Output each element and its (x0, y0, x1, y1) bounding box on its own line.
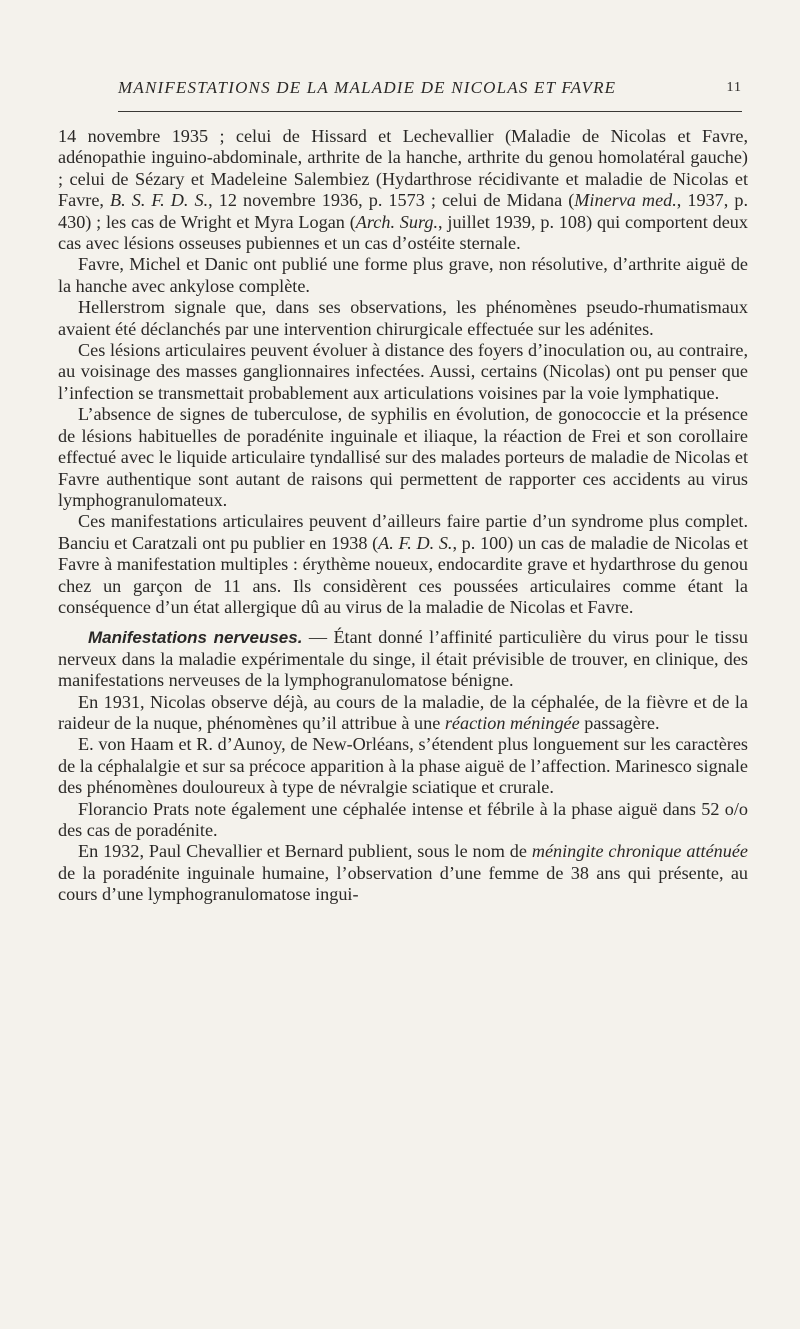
paragraph-1-text-d: , juillet 1939, p. 108) qui comportent deux cas avec lésions osseuses pubiennes et un cas d’ostéite sternale. (58, 211, 748, 254)
paragraph-6-text-b: , p. 100) un cas de maladie de Nicolas et Favre à manifestation multiples : érythème noueux, endocardite grave et hydarthrose du genou chez un garçon de 11 ans. Ils considèrent ces poussées articulaires comme étant la conséquence d’un état allergique dû au virus de la maladie de Nicolas et Favre. (58, 532, 748, 617)
paragraph-5: L’absence de signes de tuberculose, de syphilis en évolution, de gonococcie et la présence de lésions habituelles de poradénite inguinale et iliaque, la réaction de Frei et son corollaire effectué avec le liquide articulaire tyndallisé sur des malades porteurs de maladie de Nicolas et Favre authentique sont autant de raisons qui permettent de rapporter ces accidents au virus lymphogranulomateux. (58, 404, 748, 510)
running-title: MANIFESTATIONS DE LA MALADIE DE NICOLAS ET FAVRE (118, 78, 617, 97)
page-number: 11 (726, 80, 742, 95)
term-meningite-chronique: méningite chronique atténuée (531, 841, 748, 862)
paragraph-9: E. von Haam et R. d’Aunoy, de New-Orléans, s’étendent plus longuement sur les caractères de la céphalalgie et sur sa précoce apparition à la phase aiguë de l’affection. Marinesco signale des phénomènes douloureux à type de névralgie sciatique et crurale. (58, 734, 748, 798)
paragraph-3: Hellerstrom signale que, dans ses observations, les phénomènes pseudo-rhumatismaux avaient été déclanchés par une intervention chirurgicale effectuée sur les adénites. (58, 297, 748, 339)
citation-minerva: Minerva med. (574, 190, 677, 211)
paragraph-6 (58, 511, 748, 618)
citation-afds: A. F. D. S. (378, 532, 453, 553)
paragraph-1-text-b: , 12 novembre 1936, p. 1573 ; celui de Midana ( (208, 190, 575, 211)
paragraph-11 (58, 841, 748, 905)
running-head (118, 78, 742, 104)
paragraph-4: Ces lésions articulaires peuvent évoluer à distance des foyers d’inoculation ou, au contraire, au voisinage des masses ganglionnaires infectées. Aussi, certains (Nicolas) ont pu penser que l’infection se transmettait probablement aux articulations voisines par la voie lymphatique. (58, 340, 748, 403)
paragraph-11-text-a: En 1932, Paul Chevallier et Bernard publient, sous le nom de (78, 841, 532, 862)
paragraph-11-text-b: de la poradénite inguinale humaine, l’observation d’une femme de 38 ans qui présente, au cours d’une lymphogranulomatose ingui- (58, 862, 748, 905)
header-rule (118, 111, 742, 112)
paragraph-1-text-c: , 1937, p. 430) ; les cas de Wright et Myra Logan ( (58, 190, 748, 232)
term-reaction-meningee: réaction méningée (444, 712, 580, 733)
citation-bsfds: B. S. F. D. S. (110, 190, 209, 211)
section-heading: Manifestations nerveuses. (88, 628, 303, 648)
body-text (58, 126, 748, 906)
paragraph-1-text-a: 14 novembre 1935 ; celui de Hissard et Lechevallier (Maladie de Nicolas et Favre, adénopathie inguino-abdominale, arthrite de la hanche, arthrite du genou homolatéral gauche) ; celui de Sézary et Madeleine Salembiez (Hydarthrose récidivante et maladie de Nicolas et Favre, (58, 126, 748, 211)
paragraph-8-text-a: En 1931, Nicolas observe déjà, au cours de la maladie, de la céphalée, de la fièvre et de la raideur de la nuque, phénomènes qu’il attribue à une (58, 691, 748, 733)
paragraph-10: Florancio Prats note également une céphalée intense et fébrile à la phase aiguë dans 52 o/o des cas de poradénite. (58, 798, 748, 840)
citation-arch-surg: Arch. Surg. (355, 211, 439, 232)
paragraph-7 (58, 627, 748, 691)
paragraph-6-text-a: Ces manifestations articulaires peuvent d’ailleurs faire partie d’un syndrome plus complet. Banciu et Caratzali ont pu publier en 1938 ( (58, 511, 748, 553)
paragraph-8 (58, 692, 748, 735)
paragraph-7-text: — Étant donné l’affinité particulière du virus pour le tissu nerveux dans la maladie expérimentale du singe, il était prévisible de trouver, en clinique, des manifestations nerveuses de la lymphogranulomatose bénigne. (58, 627, 748, 691)
paragraph-1 (58, 126, 748, 254)
paragraph-2: Favre, Michel et Danic ont publié une forme plus grave, non résolutive, d’arthrite aiguë de la hanche avec ankylose complète. (58, 254, 748, 296)
paragraph-8-text-b: passagère. (579, 712, 660, 733)
